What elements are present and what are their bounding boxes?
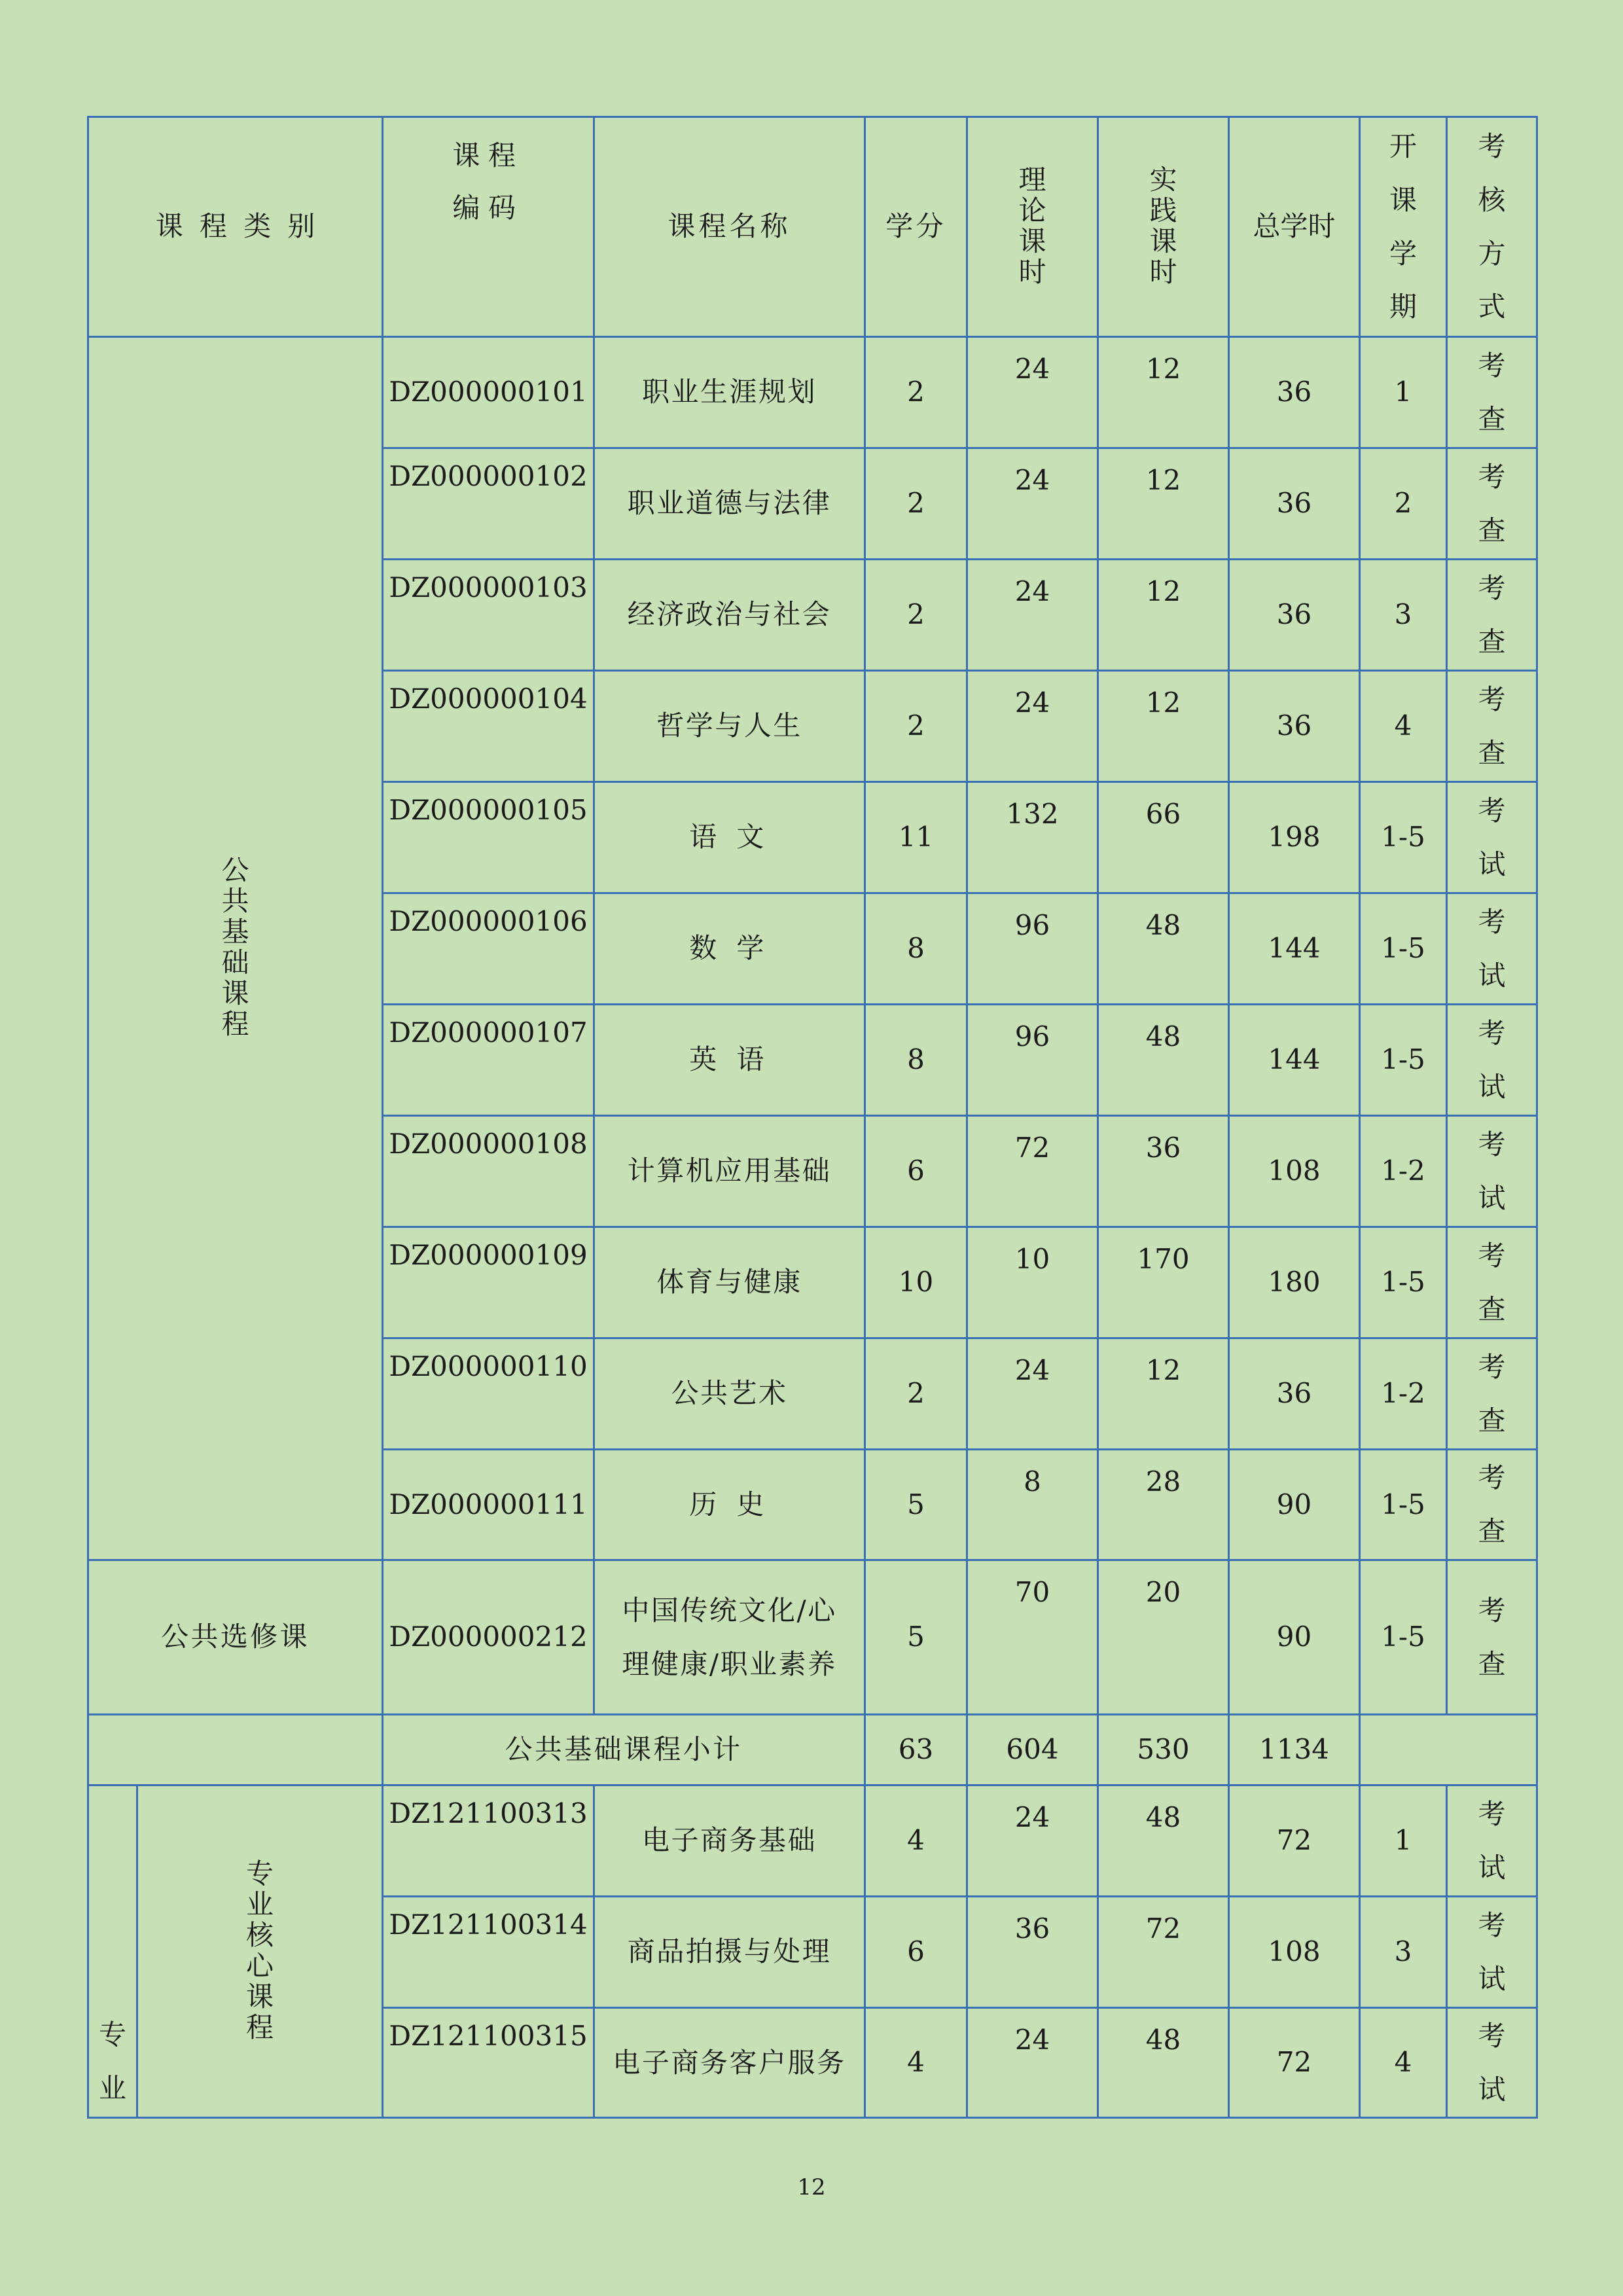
course-theory-hours: 24 xyxy=(967,2008,1098,2118)
course-credits: 8 xyxy=(865,1005,967,1116)
course-total-hours: 72 xyxy=(1229,2008,1360,2118)
subtotal-row xyxy=(88,1715,1537,1785)
course-credits: 4 xyxy=(865,2008,967,2118)
header-code: 课程 编码 xyxy=(383,117,594,337)
course-total-hours: 90 xyxy=(1229,1560,1360,1715)
course-total-hours: 90 xyxy=(1229,1450,1360,1560)
course-name: 体育与健康 xyxy=(594,1227,865,1338)
course-code: DZ000000102 xyxy=(383,448,594,560)
course-total-hours: 144 xyxy=(1229,1005,1360,1116)
subtotal-theory-hours: 604 xyxy=(967,1715,1098,1785)
course-practice-hours: 48 xyxy=(1098,1785,1229,1897)
course-name: 经济政治与社会 xyxy=(594,560,865,671)
header-credits: 学分 xyxy=(865,117,967,337)
course-code: DZ000000110 xyxy=(383,1338,594,1450)
course-name: 商品拍摄与处理 xyxy=(594,1897,865,2008)
page-number: 12 xyxy=(797,2174,826,2200)
course-code: DZ000000105 xyxy=(383,782,594,893)
course-semester: 1 xyxy=(1360,337,1447,448)
course-credits: 5 xyxy=(865,1560,967,1715)
course-assessment: 考试 xyxy=(1447,1116,1537,1227)
header-semester: 开课学期 xyxy=(1360,117,1447,337)
course-assessment: 考试 xyxy=(1447,1897,1537,2008)
subtotal-empty xyxy=(88,1715,383,1785)
course-credits: 2 xyxy=(865,560,967,671)
table-row xyxy=(88,337,1537,448)
course-total-hours: 36 xyxy=(1229,1338,1360,1450)
course-name: 电子商务基础 xyxy=(594,1785,865,1897)
course-credits: 2 xyxy=(865,337,967,448)
course-credits: 2 xyxy=(865,1338,967,1450)
course-assessment: 考查 xyxy=(1447,337,1537,448)
subtotal-empty-tail xyxy=(1360,1715,1537,1785)
course-practice-hours: 48 xyxy=(1098,1005,1229,1116)
subtotal-practice-hours: 530 xyxy=(1098,1715,1229,1785)
course-practice-hours: 12 xyxy=(1098,448,1229,560)
course-name: 电子商务客户服务 xyxy=(594,2008,865,2118)
header-practice-hours: 实践课时 xyxy=(1098,117,1229,337)
course-code: DZ000000108 xyxy=(383,1116,594,1227)
course-total-hours: 72 xyxy=(1229,1785,1360,1897)
course-assessment: 考查 xyxy=(1447,1450,1537,1560)
course-semester: 1-2 xyxy=(1360,1338,1447,1450)
course-practice-hours: 72 xyxy=(1098,1897,1229,2008)
course-name: 历 史 xyxy=(594,1450,865,1560)
course-total-hours: 36 xyxy=(1229,448,1360,560)
course-total-hours: 108 xyxy=(1229,1897,1360,2008)
category-major-core: 专业核心课程 xyxy=(137,1785,383,2118)
course-code: DZ000000106 xyxy=(383,893,594,1005)
course-assessment: 考查 xyxy=(1447,448,1537,560)
course-theory-hours: 24 xyxy=(967,337,1098,448)
course-total-hours: 180 xyxy=(1229,1227,1360,1338)
course-practice-hours: 48 xyxy=(1098,893,1229,1005)
course-semester: 1-5 xyxy=(1360,1560,1447,1715)
header-category: 课程类别 xyxy=(88,117,383,337)
course-total-hours: 198 xyxy=(1229,782,1360,893)
course-practice-hours: 12 xyxy=(1098,671,1229,782)
course-name: 中国传统文化/心理健康/职业素养 xyxy=(594,1560,865,1715)
subtotal-total-hours: 1134 xyxy=(1229,1715,1360,1785)
course-assessment: 考试 xyxy=(1447,1005,1537,1116)
course-semester: 3 xyxy=(1360,560,1447,671)
course-theory-hours: 24 xyxy=(967,560,1098,671)
category-public-elective: 公共选修课 xyxy=(88,1560,383,1715)
course-assessment: 考试 xyxy=(1447,2008,1537,2118)
course-theory-hours: 10 xyxy=(967,1227,1098,1338)
course-credits: 2 xyxy=(865,671,967,782)
course-assessment: 考试 xyxy=(1447,893,1537,1005)
table-row xyxy=(88,1785,1537,1897)
course-total-hours: 108 xyxy=(1229,1116,1360,1227)
header-row xyxy=(88,117,1537,337)
course-practice-hours: 170 xyxy=(1098,1227,1229,1338)
course-assessment: 考试 xyxy=(1447,782,1537,893)
course-credits: 10 xyxy=(865,1227,967,1338)
course-practice-hours: 48 xyxy=(1098,2008,1229,2118)
course-code: DZ000000109 xyxy=(383,1227,594,1338)
course-theory-hours: 24 xyxy=(967,448,1098,560)
course-name: 职业道德与法律 xyxy=(594,448,865,560)
course-semester: 3 xyxy=(1360,1897,1447,2008)
course-semester: 1-5 xyxy=(1360,1227,1447,1338)
course-credits: 5 xyxy=(865,1450,967,1560)
course-assessment: 考查 xyxy=(1447,1560,1537,1715)
course-practice-hours: 66 xyxy=(1098,782,1229,893)
header-name: 课程名称 xyxy=(594,117,865,337)
course-name: 语 文 xyxy=(594,782,865,893)
course-practice-hours: 12 xyxy=(1098,1338,1229,1450)
course-semester: 2 xyxy=(1360,448,1447,560)
course-practice-hours: 20 xyxy=(1098,1560,1229,1715)
course-practice-hours: 36 xyxy=(1098,1116,1229,1227)
header-total-hours: 总学时 xyxy=(1229,117,1360,337)
course-theory-hours: 36 xyxy=(967,1897,1098,2008)
course-credits: 8 xyxy=(865,893,967,1005)
course-semester: 1-2 xyxy=(1360,1116,1447,1227)
course-theory-hours: 24 xyxy=(967,671,1098,782)
course-assessment: 考查 xyxy=(1447,560,1537,671)
course-practice-hours: 28 xyxy=(1098,1450,1229,1560)
course-assessment: 考查 xyxy=(1447,1338,1537,1450)
course-total-hours: 36 xyxy=(1229,337,1360,448)
course-theory-hours: 96 xyxy=(967,1005,1098,1116)
course-code: DZ000000101 xyxy=(383,337,594,448)
course-semester: 1 xyxy=(1360,1785,1447,1897)
course-name: 英 语 xyxy=(594,1005,865,1116)
course-theory-hours: 72 xyxy=(967,1116,1098,1227)
course-semester: 4 xyxy=(1360,2008,1447,2118)
course-credits: 11 xyxy=(865,782,967,893)
category-major: 专业 xyxy=(88,1785,137,2118)
course-name: 计算机应用基础 xyxy=(594,1116,865,1227)
course-code: DZ000000104 xyxy=(383,671,594,782)
course-practice-hours: 12 xyxy=(1098,337,1229,448)
course-total-hours: 36 xyxy=(1229,671,1360,782)
course-code: DZ000000212 xyxy=(383,1560,594,1715)
course-code: DZ000000103 xyxy=(383,560,594,671)
course-credits: 2 xyxy=(865,448,967,560)
course-semester: 4 xyxy=(1360,671,1447,782)
course-name: 公共艺术 xyxy=(594,1338,865,1450)
course-code: DZ121100314 xyxy=(383,1897,594,2008)
course-semester: 1-5 xyxy=(1360,782,1447,893)
course-assessment: 考查 xyxy=(1447,1227,1537,1338)
course-semester: 1-5 xyxy=(1360,1450,1447,1560)
header-assessment: 考核方式 xyxy=(1447,117,1537,337)
course-code: DZ121100313 xyxy=(383,1785,594,1897)
course-practice-hours: 12 xyxy=(1098,560,1229,671)
course-semester: 1-5 xyxy=(1360,893,1447,1005)
table-row xyxy=(88,1560,1537,1715)
course-total-hours: 36 xyxy=(1229,560,1360,671)
subtotal-label: 公共基础课程小计 xyxy=(383,1715,865,1785)
course-theory-hours: 24 xyxy=(967,1785,1098,1897)
course-name: 职业生涯规划 xyxy=(594,337,865,448)
course-theory-hours: 132 xyxy=(967,782,1098,893)
course-assessment: 考查 xyxy=(1447,671,1537,782)
course-credits: 4 xyxy=(865,1785,967,1897)
category-public-basic: 公共基础课程 xyxy=(88,337,383,1560)
course-theory-hours: 70 xyxy=(967,1560,1098,1715)
course-total-hours: 144 xyxy=(1229,893,1360,1005)
course-semester: 1-5 xyxy=(1360,1005,1447,1116)
course-code: DZ000000107 xyxy=(383,1005,594,1116)
course-credits: 6 xyxy=(865,1897,967,2008)
course-credits: 6 xyxy=(865,1116,967,1227)
course-theory-hours: 8 xyxy=(967,1450,1098,1560)
subtotal-credits: 63 xyxy=(865,1715,967,1785)
header-theory-hours: 理论课时 xyxy=(967,117,1098,337)
course-theory-hours: 96 xyxy=(967,893,1098,1005)
course-code: DZ000000111 xyxy=(383,1450,594,1560)
course-code: DZ121100315 xyxy=(383,2008,594,2118)
course-name: 哲学与人生 xyxy=(594,671,865,782)
course-name: 数 学 xyxy=(594,893,865,1005)
course-table xyxy=(87,116,1538,2119)
course-assessment: 考试 xyxy=(1447,1785,1537,1897)
course-theory-hours: 24 xyxy=(967,1338,1098,1450)
